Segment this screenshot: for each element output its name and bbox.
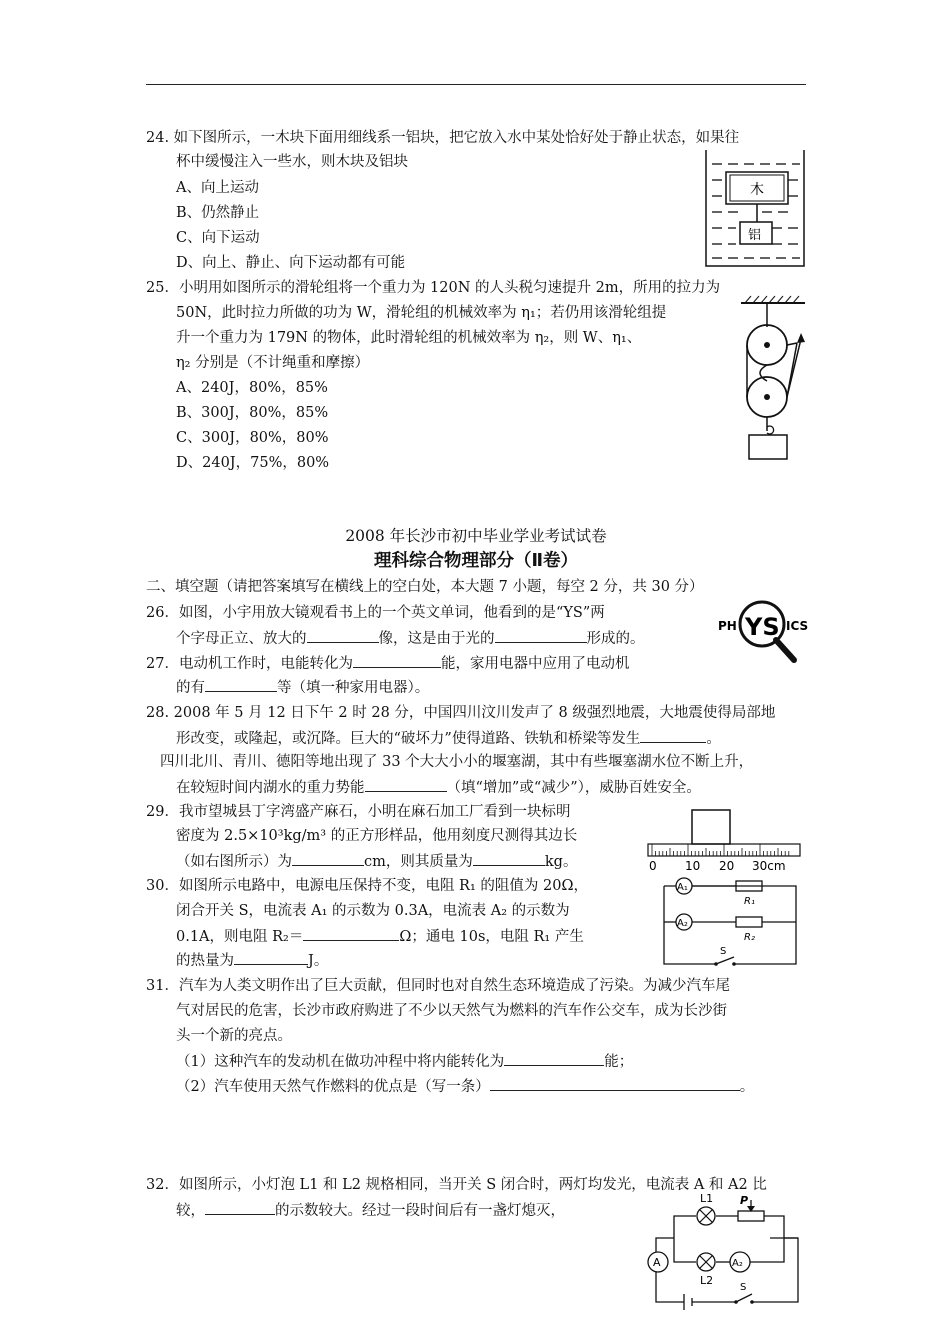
q31-text-c: （2）汽车使用天然气作燃料的优点是（写一条）	[176, 1079, 490, 1095]
header-rule	[146, 84, 806, 85]
q28-text-a: 形改变，或隆起，或沉降。巨大的“破坏力”使得道路、铁轨和桥梁等发生	[176, 731, 641, 747]
q31-line3: 头一个新的亮点。	[176, 1028, 292, 1044]
q25-option-a[interactable]: A、240J，80%，85%	[176, 380, 328, 396]
q31-sub1	[176, 1051, 633, 1072]
q29-text-b: cm，则其质量为	[364, 854, 473, 870]
q30-line2: 闭合开关 S，电流表 A₁ 的示数为 0.3A，电流表 A₂ 的示数为	[176, 903, 570, 919]
q26-blank-1[interactable]	[307, 628, 379, 643]
q27-text-d: 等（填一种家用电器）。	[277, 680, 430, 696]
q31-line2: 气对居民的危害，长沙市政府购进了不少以天然气为燃料的汽车作公交车，成为长沙街	[176, 1003, 727, 1019]
q25-option-d[interactable]: D、240J，75%，80%	[176, 455, 330, 471]
rheostat-p-label: P	[740, 1194, 749, 1207]
lamp-l1-label: L1	[700, 1192, 714, 1205]
q25-option-c[interactable]: C、300J，80%，80%	[176, 430, 329, 446]
aluminum-block-label: 铝	[748, 228, 762, 243]
lamp-l2-label: L2	[700, 1274, 714, 1287]
q28-line4	[176, 777, 701, 798]
switch-s-label-32: S	[740, 1282, 747, 1293]
magnified-word-left: PH	[718, 619, 737, 633]
q26-text-c: 形成的。	[586, 631, 645, 647]
q25-line3: 升一个重力为 179N 的物体，此时滑轮组的机械效率为 η₂，则 W、η₁、	[176, 330, 642, 346]
ruler-label-10: 10	[685, 859, 701, 873]
q24-option-d[interactable]: D、向上、静止、向下运动都有可能	[176, 255, 406, 271]
exam-title: 2008 年长沙市初中毕业学业考试试卷	[345, 527, 607, 545]
q30-text-c: 的热量为	[176, 953, 234, 969]
q30-line3	[176, 926, 584, 947]
q25-pulley-figure	[735, 293, 810, 463]
ruler-label-20: 20	[719, 859, 735, 873]
q29-line1: 29．我市望城县丁字湾盛产麻石，小明在麻石加工厂看到一块标明	[146, 804, 571, 820]
wood-block-label: 木	[750, 182, 764, 198]
q26-line2	[176, 628, 645, 649]
q29-blank-1[interactable]	[292, 851, 364, 866]
resistor-r2-label: R₂	[744, 932, 755, 943]
q25-line1: 25．小明用如图所示的滑轮组将一个重力为 120N 的人头税匀速提升 2m，所用的拉力为	[146, 280, 721, 296]
ammeter-a-label: A	[653, 1256, 661, 1269]
q30-blank-1[interactable]	[303, 926, 399, 941]
q26-text-b: 像，这是由于光的	[378, 631, 495, 647]
q26-text-a: 个字母正立、放大的	[176, 631, 307, 647]
q25-line2: 50N，此时拉力所做的功为 W，滑轮组的机械效率为 η₁；若仍用该滑轮组提	[176, 305, 667, 321]
q24-option-c[interactable]: C、向下运动	[176, 230, 260, 246]
ammeter-a2-label: A₂	[677, 918, 688, 929]
q26-line1: 26．如图，小宇用放大镜观看书上的一个英文单词，他看到的是“YS”两	[146, 605, 605, 621]
magnified-word-right: ICS	[786, 619, 809, 633]
q27-line1	[146, 653, 629, 674]
q28-blank-2[interactable]	[365, 777, 447, 792]
q31-blank-2[interactable]	[490, 1076, 740, 1091]
q32-blank-1[interactable]	[205, 1200, 275, 1215]
ruler-label-0: 0	[649, 859, 657, 873]
q24-beaker-figure	[700, 150, 810, 268]
q29-line3	[176, 851, 577, 872]
q24-stem-line1: 24. 如下图所示，一木块下面用细线系一铝块，把它放入水中某处恰好处于静止状态，如果往	[146, 130, 740, 146]
q30-line4	[176, 950, 328, 971]
q26-magnifier-figure	[718, 598, 810, 666]
q27-text-c: 的有	[176, 680, 205, 696]
q29-text-a: （如右图所示）为	[176, 854, 292, 870]
q31-sub2	[176, 1076, 754, 1097]
q28-line3: 四川北川、青川、德阳等地出现了 33 个大大小小的堰塞湖，其中有些堰塞湖水位不断上升，	[160, 754, 754, 770]
ammeter-a1-label: A₁	[677, 882, 688, 893]
q24-option-a[interactable]: A、向上运动	[176, 180, 259, 196]
q32-line1: 32．如图所示，小灯泡 L1 和 L2 规格相同，当开关 S 闭合时，两灯均发光，电流表 A 和 A2 比	[146, 1177, 767, 1193]
q25-option-b[interactable]: B、300J，80%，85%	[176, 405, 329, 421]
q31-text-d: 。	[739, 1079, 755, 1095]
q28-line2	[176, 728, 721, 749]
q27-blank-1[interactable]	[353, 653, 441, 668]
q30-text-a: 0.1A，则电阻 R₂＝	[176, 929, 304, 945]
q28-text-c: 在较短时间内湖水的重力势能	[176, 780, 365, 796]
magnified-letters: YS	[745, 613, 780, 641]
q30-line1: 30．如图所示电路中，电源电压保持不变，电阻 R₁ 的阻值为 20Ω，	[146, 878, 588, 894]
q27-text-a: 27．电动机工作时，电能转化为	[146, 656, 353, 672]
fill-in-instruction: 二、填空题（请把答案填写在横线上的空白处，本大题 7 小题，每空 2 分，共 30 分）	[146, 579, 704, 595]
q32-line2	[176, 1200, 565, 1221]
q31-line1: 31．汽车为人类文明作出了巨大贡献，但同时也对自然生态环境造成了污染。为减少汽车尾	[146, 978, 730, 994]
q30-blank-2[interactable]	[234, 950, 308, 965]
q28-text-b: 。	[706, 731, 721, 747]
q25-line4: η₂ 分别是（不计绳重和摩擦）	[176, 355, 370, 371]
q28-line1: 28. 2008 年 5 月 12 日下午 2 时 28 分，中国四川汶川发声了 8 级强烈地震，大地震使得局部地	[146, 705, 776, 721]
q32-text-b: 的示数较大。经过一段时间后有一盏灯熄灭，	[275, 1203, 565, 1219]
section-title: 理科综合物理部分（Ⅱ卷）	[373, 551, 579, 571]
q32-circuit-figure	[644, 1190, 804, 1310]
q30-text-d: J。	[308, 953, 329, 969]
q28-text-d: （填“增加”或“减少”），威胁百姓安全。	[446, 780, 701, 796]
q32-text-a: 较，	[176, 1203, 205, 1219]
q29-line2: 密度为 2.5×10³kg/m³ 的正方形样品，他用刻度尺测得其边长	[176, 828, 578, 844]
q27-text-b: 能，家用电器中应用了电动机	[440, 656, 630, 672]
q29-text-c: kg。	[544, 854, 578, 870]
q28-blank-1[interactable]	[640, 728, 706, 743]
q31-text-b: 能；	[604, 1054, 634, 1070]
q30-circuit-figure	[656, 872, 806, 970]
q26-blank-2[interactable]	[495, 628, 587, 643]
q30-text-b: Ω；通电 10s，电阻 R₁ 产生	[399, 929, 584, 945]
ammeter-a2-label-32: A₂	[732, 1258, 743, 1269]
q27-blank-2[interactable]	[205, 677, 277, 692]
switch-s-label: S	[720, 946, 727, 957]
ruler-label-30: 30cm	[752, 859, 786, 873]
q29-blank-2[interactable]	[473, 851, 545, 866]
q29-ruler-figure	[646, 806, 806, 872]
q24-option-b[interactable]: B、仍然静止	[176, 205, 260, 221]
resistor-r1-label: R₁	[744, 896, 755, 907]
q31-blank-1[interactable]	[504, 1051, 604, 1066]
q27-line2	[176, 677, 429, 698]
q31-text-a: （1）这种汽车的发动机在做功冲程中将内能转化为	[176, 1054, 505, 1070]
q24-stem-line2: 杯中缓慢注入一些水，则木块及铝块	[176, 154, 408, 170]
